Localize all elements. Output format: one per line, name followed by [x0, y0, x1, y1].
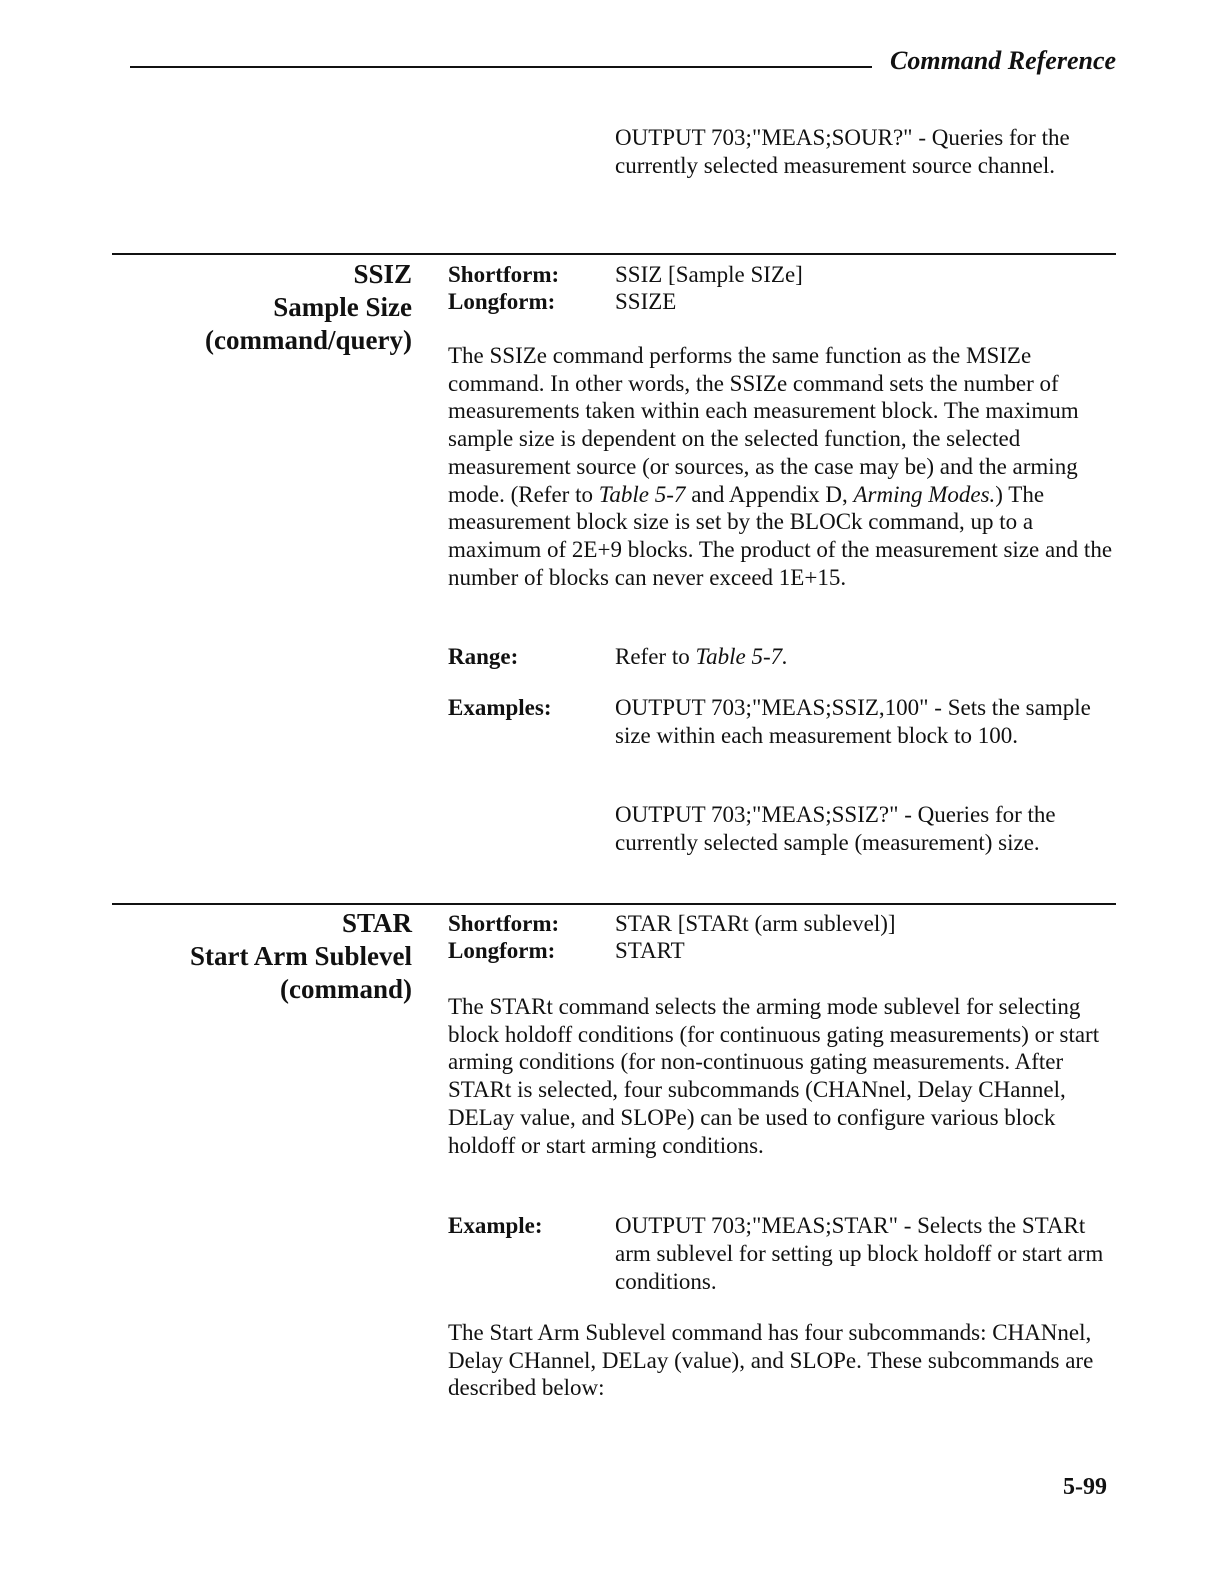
range-value: [615, 643, 1105, 671]
star-closing-paragraph: The Start Arm Sublevel command has four subcommands: CHANnel, Delay CHannel, DELay (value), and SLOPe. These subcommands are described below:: [448, 1320, 1094, 1401]
star-side-heading: [190, 907, 412, 1006]
shortform-value: STAR [STARt (arm sublevel)]: [615, 911, 896, 936]
ssiz-kind: (command/query): [205, 325, 412, 355]
ssiz-desc-ref-appendix: Arming Modes.: [853, 481, 996, 507]
shortform-label: Shortform:: [448, 911, 560, 936]
section-rule-ssiz: [112, 253, 1116, 255]
ssiz-description: [448, 342, 1113, 591]
star-kind: (command): [280, 974, 412, 1004]
example-2: OUTPUT 703;"MEAS;SSIZ?" - Queries for the currently selected sample (measurement) size.: [615, 802, 1056, 855]
range-ref: Table 5-7.: [695, 644, 788, 669]
running-header: Command Reference: [890, 46, 1117, 75]
example-label: Example:: [448, 1213, 543, 1238]
shortform-value: SSIZ [Sample SIZe]: [615, 262, 803, 287]
example-1: OUTPUT 703;"MEAS;SSIZ,100" - Sets the sample size within each measurement block to 100.: [615, 695, 1091, 748]
star-name: Start Arm Sublevel: [190, 941, 412, 971]
ssiz-name: Sample Size: [273, 292, 412, 322]
range-prefix: Refer to: [615, 644, 696, 669]
longform-value: SSIZE: [615, 289, 677, 314]
ssiz-code: SSIZ: [353, 259, 412, 289]
longform-label: Longform:: [448, 938, 556, 963]
ssiz-desc-part-b: and Appendix D,: [685, 481, 854, 507]
ssiz-desc-ref-table: Table 5-7: [598, 481, 686, 507]
shortform-label: Shortform:: [448, 262, 560, 287]
star-description: The STARt command selects the arming mode sublevel for selecting block holdoff conditions (for continuous gating measurements) or start arming conditions (for non-continuous gating measurements. After STARt is selected, four subcommands (CHANnel, Delay CHannel, DELay value, and SLOPe) can be used to configure various block holdoff or start arming conditions.: [448, 994, 1100, 1158]
range-label: Range:: [448, 644, 519, 669]
section-rule-star: [112, 903, 1116, 905]
page-number: 5-99: [1063, 1474, 1107, 1500]
ssiz-side-heading: [205, 258, 412, 357]
star-example: OUTPUT 703;"MEAS;STAR" - Selects the STARt arm sublevel for setting up block holdoff or start arm conditions.: [615, 1213, 1104, 1294]
longform-value: START: [615, 938, 685, 963]
ssiz-desc-part-c: ) The measurement block size is set by the BLOCk command, up to a maximum of 2E+9 blocks. The product of the measurement size and the number of blocks can never exceed 1E+15.: [448, 481, 1113, 590]
examples-label: Examples:: [448, 695, 552, 720]
longform-label: Longform:: [448, 289, 556, 314]
header-rule: [130, 66, 872, 68]
star-code: STAR: [341, 908, 412, 938]
intro-example: OUTPUT 703;"MEAS;SOUR?" - Queries for the currently selected measurement source channel.: [615, 125, 1070, 178]
ssiz-desc-part-a: The SSIZe command performs the same function as the MSIZe command. In other words, the SSIZe command sets the number of measurements taken within each measurement block. The maximum sample size is dependent on the selected function, the selected measurement source (or sources, as the case may be) and the arming mode. (Refer to: [448, 343, 1079, 507]
